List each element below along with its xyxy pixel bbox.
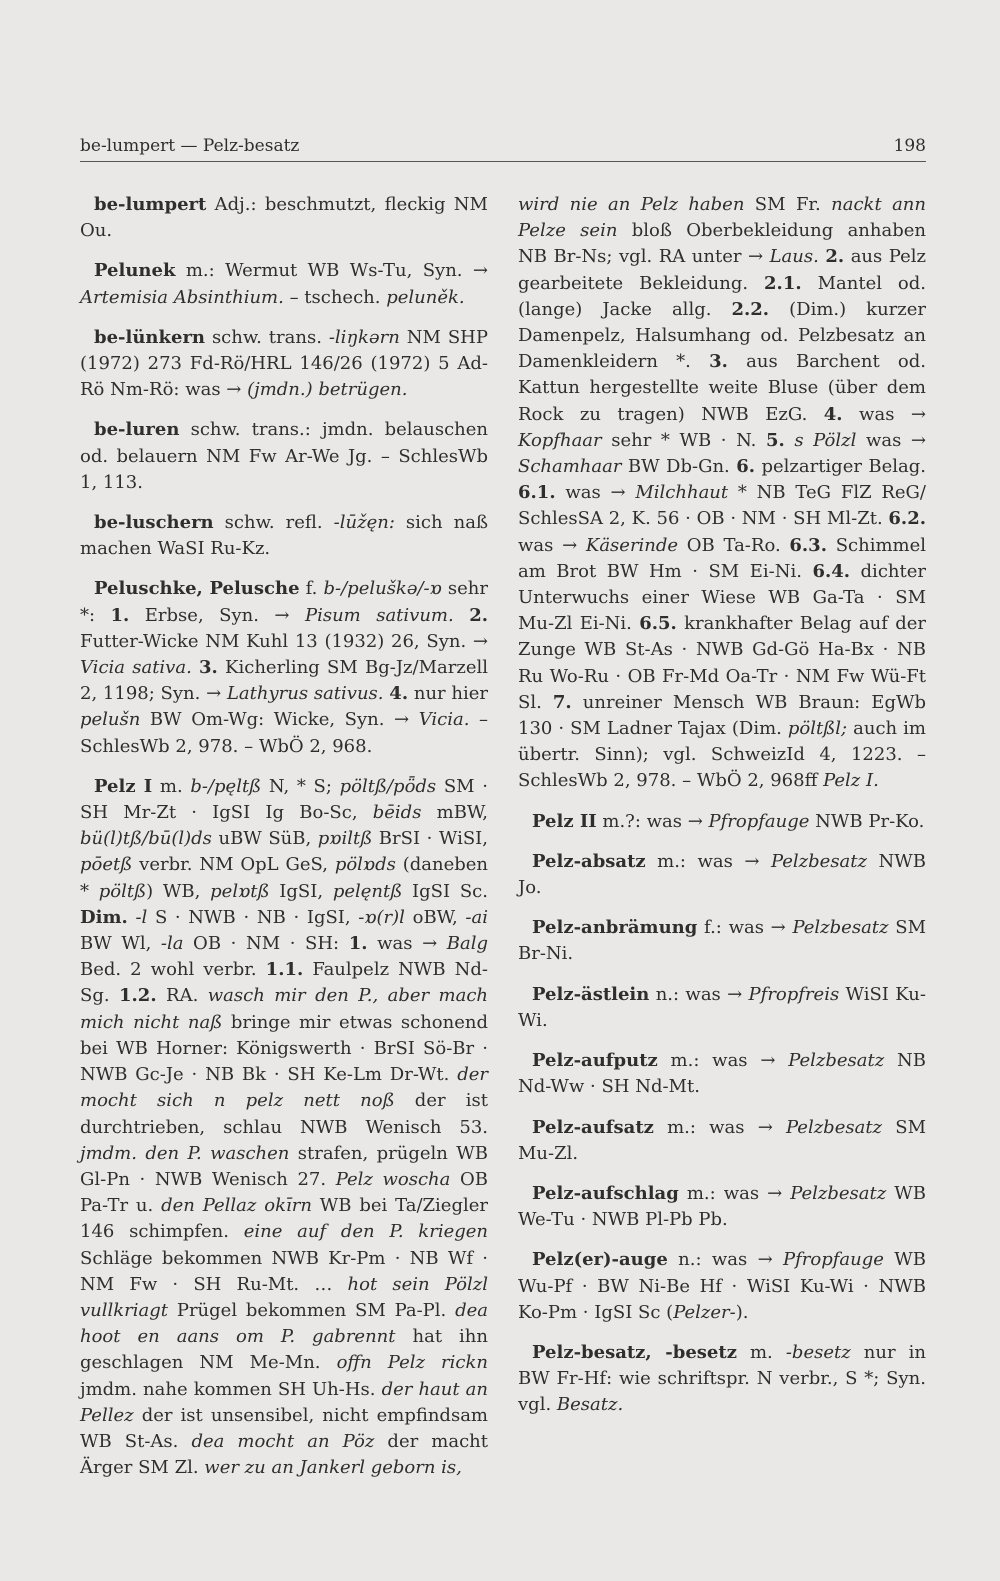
entry-italic-text: Besatz. bbox=[556, 1394, 624, 1416]
entry-text: was → bbox=[555, 482, 636, 504]
entry-text: NWB Pr-Ko. bbox=[809, 810, 925, 832]
entry-italic-text: Pelz I. bbox=[823, 770, 879, 792]
entry-headword: Pelz-absatz bbox=[532, 850, 646, 872]
dictionary-entry bbox=[518, 1340, 926, 1419]
entry-italic-text: wasch mir den P., aber mach mich nicht naß bbox=[80, 985, 489, 1033]
entry-sense-number: 6.3. bbox=[789, 534, 827, 556]
entry-italic-text: -ai bbox=[465, 906, 488, 928]
dictionary-entry bbox=[80, 774, 488, 1481]
entry-italic-text: pelušn bbox=[80, 709, 141, 731]
entry-text: BW Db-Gn. bbox=[621, 456, 737, 478]
entry-text: SM Mu-Zl. bbox=[518, 1116, 927, 1164]
entry-text: sehr * WB · N. bbox=[601, 429, 766, 451]
entry-text: sehr *: bbox=[80, 578, 488, 626]
entry-text: schw. refl. bbox=[213, 512, 334, 534]
entry-sense-number: 4. bbox=[389, 683, 409, 705]
dictionary-entry bbox=[518, 1181, 926, 1233]
dictionary-entry bbox=[80, 325, 488, 404]
entry-text: m.: was → bbox=[657, 1050, 789, 1072]
entry-sense-number: 6.5. bbox=[639, 613, 677, 635]
dictionary-entry bbox=[80, 258, 488, 310]
entry-text: SM Br-Ni. bbox=[518, 917, 927, 965]
entry-text: (Dim.) kurzer Damenpelz, Halsumhang od. Pelzbesatz an Damenkleidern *. bbox=[518, 298, 927, 373]
entry-text: WB Wu-Pf · BW Ni-Be Hf · WiSI Ku-Wi · NWB Ko-Pm · IgSI Sc ( bbox=[518, 1249, 926, 1323]
entry-text bbox=[454, 605, 469, 626]
entry-sense-number: 6. bbox=[736, 456, 756, 478]
entry-headword: Pelz-besatz, -besetz bbox=[532, 1341, 737, 1363]
entry-italic-text: Pelzbesatz bbox=[785, 1116, 883, 1138]
entry-italic-text: der mocht sich n pelz nett noß bbox=[80, 1064, 488, 1112]
entry-text: uBW SüB, bbox=[211, 828, 318, 850]
entry-italic-text: pelɒtß bbox=[210, 880, 270, 902]
entry-text: m.: was → bbox=[678, 1182, 791, 1204]
dictionary-entry bbox=[518, 809, 926, 835]
entry-italic-text: Kopfhaar bbox=[518, 429, 602, 451]
entry-text: IgSI Sc. bbox=[402, 880, 488, 902]
entry-text: m. bbox=[152, 775, 191, 797]
entry-text: schw. trans.: jmdn. belauschen od. belauern NM Fw Ar-We Jg. – SchlesWb 1, 113. bbox=[80, 419, 488, 493]
entry-italic-text: Pfropfreis bbox=[748, 983, 840, 1005]
entry-italic-text: Käserinde bbox=[585, 534, 679, 556]
entry-text: – tschech. bbox=[283, 286, 387, 308]
entry-italic-text: pöltß/pȫds bbox=[339, 775, 437, 797]
entry-headword: be-luren bbox=[94, 419, 180, 441]
dictionary-entry bbox=[518, 915, 926, 967]
entry-italic-text: Pfropfauge bbox=[783, 1249, 884, 1271]
entry-headword: Pelunek bbox=[94, 260, 176, 282]
entry-text: aus Pelz gearbeitete Bekleidung. bbox=[518, 246, 926, 294]
entry-text: was → bbox=[367, 933, 447, 955]
entry-text: IgSI, bbox=[269, 880, 333, 902]
entry-sense-number: 5. bbox=[765, 429, 785, 451]
entry-headword: Pelz II bbox=[532, 810, 597, 832]
entry-text: der ist unsensibel, nicht empfindsam WB St-As. bbox=[80, 1404, 488, 1452]
entry-sense-number: 1. bbox=[110, 604, 130, 626]
entry-text: Erbse, Syn. → bbox=[129, 604, 305, 626]
entry-text: ) WB, bbox=[146, 880, 211, 902]
entry-text: Prügel bekommen SM Pa-Pl. bbox=[168, 1299, 456, 1321]
entry-italic-text: peluněk. bbox=[386, 286, 465, 308]
entry-text: (daneben * bbox=[80, 854, 489, 902]
entry-italic-text: wer zu an Jankerl geborn is, bbox=[204, 1457, 462, 1479]
entry-sense-number: 1.1. bbox=[265, 959, 304, 981]
entry-italic-text: dea mocht an Pöz bbox=[191, 1430, 375, 1452]
entry-text: Adj.: beschmutzt, fleckig NM Ou. bbox=[80, 194, 488, 242]
entry-text: f. bbox=[299, 578, 324, 600]
entry-text: oBW, bbox=[404, 906, 466, 928]
entry-sense-number: 1. bbox=[348, 933, 368, 955]
entry-italic-text: hot sein Pölzl vullkriagt bbox=[80, 1273, 488, 1321]
entry-italic-text: Pelzbesatz bbox=[790, 1182, 887, 1204]
dictionary-entry bbox=[518, 1247, 926, 1326]
entry-italic-text: (jmdn.) betrügen. bbox=[247, 379, 408, 401]
entry-italic-text: nackt ann Pelze sein bbox=[518, 194, 926, 242]
entry-text: BW Wl, bbox=[80, 933, 161, 955]
entry-headword: Pelz-aufsatz bbox=[532, 1116, 654, 1138]
header-rule bbox=[80, 161, 926, 162]
entry-italic-text: pɒiltß bbox=[317, 828, 373, 850]
entry-text bbox=[192, 657, 199, 678]
entry-headword: be-lumpert bbox=[94, 194, 207, 215]
entry-text: NWB Jo. bbox=[518, 850, 926, 899]
entry-sense-number: 7. bbox=[552, 691, 572, 713]
dictionary-entry bbox=[80, 510, 488, 562]
entry-text: unreiner Mensch WB Braun: EgWb 130 · SM Ladner Tajax (Dim. bbox=[518, 691, 926, 740]
entry-headword: be-lünkern bbox=[94, 326, 206, 348]
entry-italic-text: offn Pelz rickn bbox=[336, 1352, 488, 1374]
dictionary-entry bbox=[518, 849, 926, 901]
entry-text: schw. trans. bbox=[205, 326, 329, 348]
entry-text: RA. bbox=[156, 985, 208, 1007]
entry-text: nur hier bbox=[408, 683, 488, 705]
entry-italic-text: -ɒ(r)l bbox=[358, 906, 405, 928]
entry-headword: Pelz-aufschlag bbox=[532, 1182, 679, 1204]
entry-text bbox=[785, 430, 795, 451]
entry-text: OB Pa-Tr u. bbox=[80, 1168, 488, 1217]
dictionary-entry bbox=[518, 1048, 926, 1100]
entry-italic-text: -besetz bbox=[785, 1341, 851, 1363]
entry-sense-number: 3. bbox=[709, 351, 728, 373]
entry-text: krankhafter Belag auf der Zunge WB St-As · NWB Gd-Gö Ha-Bx · NB Ru Wo-Ru · OB Fr-Md Oa-Tr · NM Fw Wü-Ft Sl. bbox=[518, 613, 926, 713]
entry-text: n.: was → bbox=[649, 983, 749, 1005]
entry-text: m.: was → bbox=[645, 850, 771, 872]
entry-sense-number: 3. bbox=[199, 657, 218, 679]
dictionary-entry bbox=[518, 192, 926, 795]
entry-italic-text: Balg bbox=[446, 933, 488, 955]
entry-italic-text: Pfropfauge bbox=[708, 810, 810, 832]
entry-italic-text: Milchhaut bbox=[635, 482, 729, 504]
entry-text: SM Fr. bbox=[744, 194, 832, 215]
entry-sense-number: 6.2. bbox=[888, 508, 926, 530]
entry-italic-text: Laus. bbox=[769, 246, 819, 268]
entry-italic-text: den Pellaz okīrn bbox=[161, 1195, 312, 1217]
entry-text: bloß Oberbekleidung anhaben NB Br-Ns; vgl. RA unter → bbox=[518, 220, 926, 268]
dictionary-entry bbox=[80, 576, 488, 759]
entry-sense-number: 4. bbox=[823, 403, 843, 425]
entry-italic-text: Pelzbesatz bbox=[788, 1050, 885, 1072]
entry-text: OB · NM · SH: bbox=[183, 933, 349, 955]
entry-italic-text: Vicia. bbox=[418, 709, 470, 731]
entry-italic-text: Pelzbesatz bbox=[792, 917, 889, 939]
entry-text: strafen, prügeln WB Gl-Pn · NWB Wenisch 27. bbox=[80, 1142, 489, 1190]
entry-text: jmdm. nahe kommen SH Uh-Hs. bbox=[80, 1378, 382, 1400]
entry-text: aus Barchent od. Kattun hergestellte weite Bluse (über dem Rock zu tragen) NWB EzG. bbox=[518, 351, 926, 425]
entry-text: Bed. 2 wohl verbr. bbox=[80, 959, 266, 981]
entry-italic-text: -la bbox=[160, 933, 184, 955]
entry-italic-text: pōetß bbox=[80, 854, 133, 876]
entry-text: was → bbox=[518, 534, 586, 556]
entry-italic-text: Pelzer- bbox=[673, 1301, 736, 1323]
entry-text: pelzartiger Belag. bbox=[755, 456, 927, 478]
entry-text: Kicherling SM Bg-Jz/Marzell 2, 1198; Syn. → bbox=[80, 657, 489, 705]
entry-text: bringe mir etwas schonend bei WB Horner: Königswerth · BrSI Sö-Br · NWB Gc-Je · NB Bk · SH Ke-Lm Dr-Wt. bbox=[80, 1011, 488, 1086]
entry-text: auch im übertr. Sinn); vgl. SchweizId 4, 1223. – SchlesWb 2, 978. – WbÖ 2, 968ff bbox=[518, 718, 926, 792]
entry-italic-text: eine auf den P. kriegen bbox=[243, 1221, 488, 1243]
entry-text: Schläge bekommen NWB Kr-Pm · NB Wf · NM Fw · SH Ru-Mt. … bbox=[80, 1247, 488, 1295]
entry-italic-text: Schamhaar bbox=[518, 456, 622, 478]
entry-headword: Pelz(er)-auge bbox=[532, 1249, 668, 1271]
entry-text: N, * S; bbox=[261, 775, 340, 797]
entry-text: sich naß machen WaSI Ru-Kz. bbox=[80, 512, 488, 560]
entry-italic-text: jmdm. den P. waschen bbox=[80, 1142, 290, 1164]
entry-text: S · NWB · NB · IgSI, bbox=[147, 906, 359, 928]
entry-text: dichter Unterwuchs einer Wiese WB Ga-Ta · SM Mu-Zl Ei-Ni. bbox=[518, 560, 926, 635]
page-number: 198 bbox=[893, 136, 926, 156]
entry-italic-text: Lathyrus sativus. bbox=[226, 683, 384, 705]
entry-text: WB bei Ta/Ziegler 146 schimpfen. bbox=[80, 1195, 488, 1243]
entry-italic-text: Pelz woscha bbox=[335, 1168, 451, 1190]
dictionary-entry bbox=[518, 1115, 926, 1167]
entry-text: * NB TeG FlZ ReG/ SchlesSA 2, K. 56 · OB · NM · SH Ml-Zt. bbox=[518, 482, 926, 530]
entry-sense-number: 2.1. bbox=[764, 272, 802, 294]
entry-italic-text: bü(l)tß/bū(l)ds bbox=[80, 828, 212, 850]
entry-text: mBW, bbox=[421, 802, 488, 824]
entry-sense-number: 2. bbox=[469, 604, 488, 626]
entry-text: WiSI Ku-Wi. bbox=[518, 983, 926, 1031]
entry-sense-number: 2.2. bbox=[731, 298, 770, 320]
entry-italic-text: -lūžęn: bbox=[333, 512, 395, 534]
entry-italic-text: wird nie an Pelz haben bbox=[518, 194, 745, 215]
entry-italic-text: Pelzbesatz bbox=[770, 850, 868, 872]
entry-italic-text: Vicia sativa. bbox=[80, 657, 192, 679]
entry-text: SM · SH Mr-Zt · IgSI Ig Bo-Sc, bbox=[80, 775, 488, 824]
entry-text: was → bbox=[842, 403, 926, 425]
dictionary-entry bbox=[80, 192, 488, 244]
entry-italic-text: der haut an Pellez bbox=[80, 1378, 489, 1426]
entry-text: WB We-Tu · NWB Pl-Pb Pb. bbox=[518, 1182, 926, 1231]
left-column bbox=[80, 192, 488, 1495]
entry-text: nur in BW Fr-Hf: wie schriftspr. N verbr., S *; Syn. vgl. bbox=[518, 1341, 926, 1416]
entry-text: Futter-Wicke NM Kuhl 13 (1932) 26, Syn. → bbox=[80, 630, 488, 652]
entry-text: n.: was → bbox=[667, 1249, 784, 1271]
running-head-title: be-lumpert — Pelz-besatz bbox=[80, 136, 300, 156]
entry-headword: be-luschern bbox=[94, 512, 214, 534]
entry-italic-text: -l bbox=[135, 906, 148, 928]
entry-text: BW Om-Wg: Wicke, Syn. → bbox=[140, 709, 419, 731]
entry-italic-text: pöltßl; bbox=[787, 718, 848, 740]
entry-text: was → bbox=[856, 429, 926, 451]
entry-text: OB Ta-Ro. bbox=[678, 534, 790, 556]
entry-text: der macht Ärger SM Zl. bbox=[80, 1430, 488, 1479]
entry-text: NB Nd-Ww · SH Nd-Mt. bbox=[518, 1050, 927, 1098]
entry-italic-text: Pisum sativum. bbox=[304, 604, 454, 626]
entry-italic-text: pöltß bbox=[98, 880, 147, 902]
entry-text: Faulpelz NWB Nd-Sg. bbox=[80, 959, 489, 1007]
entry-headword: Pelz-ästlein bbox=[532, 983, 650, 1005]
entry-text: m.: Wermut WB Ws-Tu, Syn. → bbox=[175, 260, 488, 282]
entry-text: Schimmel am Brot BW Hm · SM Ei-Ni. bbox=[518, 534, 926, 582]
entry-headword: Pelz-anbrämung bbox=[532, 917, 698, 939]
entry-text: m.: was → bbox=[653, 1116, 786, 1138]
entry-italic-text: b-/pęltß bbox=[190, 775, 262, 797]
entry-headword: Peluschke, Pelusche bbox=[94, 578, 300, 600]
entry-headword: Pelz-aufputz bbox=[532, 1050, 658, 1072]
entry-italic-text: bēids bbox=[372, 802, 422, 824]
running-head bbox=[80, 134, 926, 160]
dictionary-entry bbox=[80, 417, 488, 496]
right-column bbox=[518, 192, 926, 1433]
entry-sense-number: Dim. bbox=[80, 906, 128, 928]
entry-text: f.: was → bbox=[697, 917, 793, 939]
entry-italic-text: pelęntß bbox=[332, 880, 403, 902]
entry-text: verbr. NM OpL GeS, bbox=[132, 854, 335, 876]
entry-text: m.?: was → bbox=[596, 810, 709, 832]
entry-text: BrSI · WiSI, bbox=[372, 828, 488, 850]
dictionary-entry bbox=[518, 982, 926, 1034]
entry-text: NM SHP (1972) 273 Fd-Rö/HRL 146/26 (1972) 5 Ad-Rö Nm-Rö: was → bbox=[80, 326, 488, 401]
entry-italic-text: -liŋkərn bbox=[328, 326, 400, 348]
entry-text: Mantel od. (lange) Jacke allg. bbox=[518, 272, 927, 320]
entry-sense-number: 6.1. bbox=[518, 482, 556, 504]
entry-italic-text: dea hoot en aans om P. gabrennt bbox=[80, 1299, 488, 1348]
entry-sense-number: 6.4. bbox=[812, 560, 851, 582]
entry-headword: Pelz I bbox=[94, 775, 153, 797]
entry-italic-text: s Pölzl bbox=[794, 429, 857, 451]
entry-italic-text: Artemisia Absinthium. bbox=[80, 286, 284, 308]
entry-italic-text: pölɒds bbox=[334, 854, 396, 876]
entry-text: ). bbox=[735, 1301, 749, 1323]
entry-sense-number: 2. bbox=[825, 246, 845, 268]
entry-text: hat ihn geschlagen NM Me-Mn. bbox=[80, 1326, 488, 1374]
entry-sense-number: 1.2. bbox=[119, 985, 157, 1007]
entry-italic-text: b-/peluškə/-ɒ bbox=[323, 578, 442, 600]
entry-text: der ist durchtrieben, schlau NWB Wenisch 53. bbox=[80, 1090, 488, 1138]
entry-text: – SchlesWb 2, 978. – WbÖ 2, 968. bbox=[80, 709, 488, 757]
entry-text: m. bbox=[736, 1341, 786, 1363]
